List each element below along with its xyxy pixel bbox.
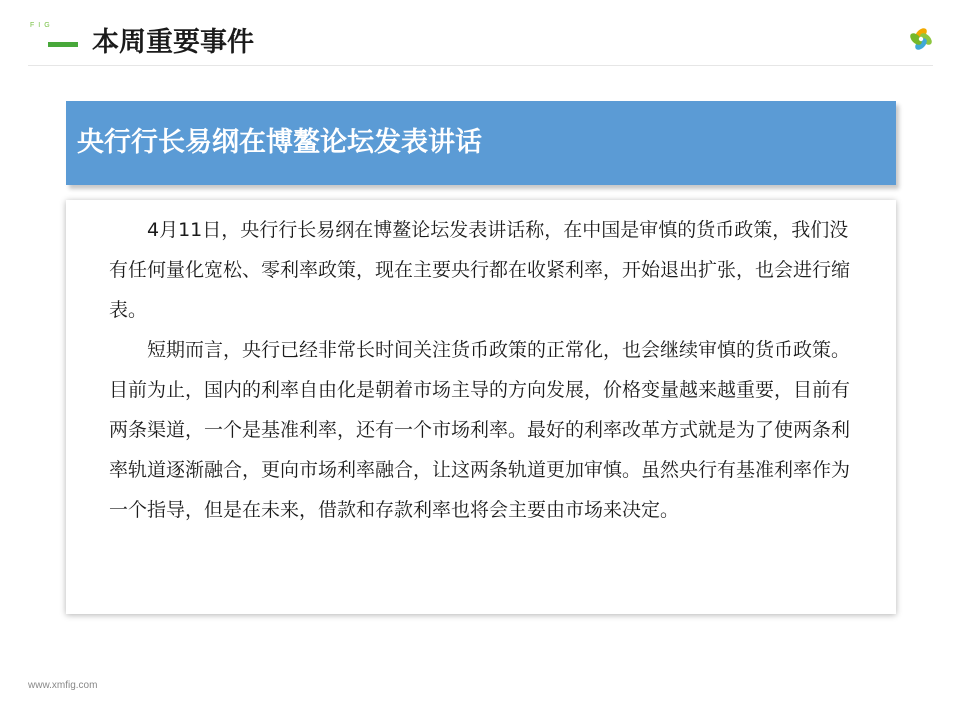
paragraph-2: 短期而言，央行已经非常长时间关注货币政策的正常化，也会继续审慎的货币政策。目前为止，国内的利率自由化是朝着市场主导的方向发展，价格变量越来越重要，目前有两条渠道，一个是基准利率，还有一个市场利率。最好的利率改革方式就是为了使两条利率轨道逐渐融合，更向市场利率融合，让这两条轨道更加审慎。虽然央行有基准利率作为一个指导，但是在未来，借款和存款利率也将会主要由市场来决定。 [109,339,851,521]
xmfig-logo-icon [908,26,934,52]
page-title: 本周重要事件 [92,27,254,58]
title-accent-bar [48,42,78,47]
content-card [66,200,896,614]
brand-mini-text: FIG [30,22,54,29]
paragraph-1: 4月11日，央行行长易纲在博鳌论坛发表讲话称，在中国是审慎的货币政策，我们没有任何量化宽松、零利率政策，现在主要央行都在收紧利率，开始退出扩张，也会进行缩表。 [109,219,851,321]
banner-title: 央行行长易纲在博鳌论坛发表讲话 [77,127,482,158]
footer-url: www.xmfig.com [28,680,98,691]
content-body [109,210,861,530]
headline-banner [66,101,896,185]
header-divider [28,65,933,66]
